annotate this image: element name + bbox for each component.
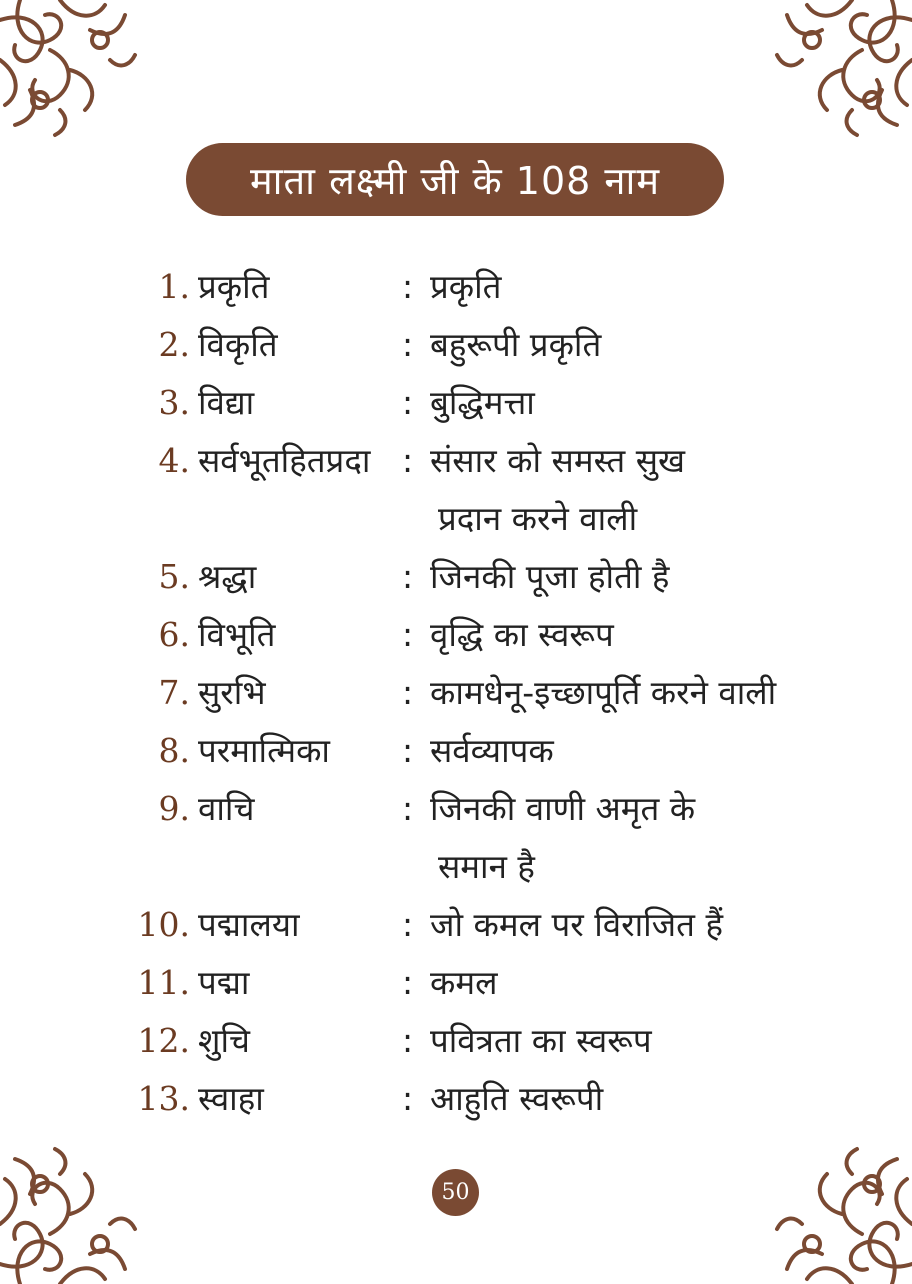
entry-meaning-continued: प्रदान करने वाली [438, 499, 638, 538]
list-item [0, 954, 912, 1012]
entry-meaning: प्रकृति [430, 267, 502, 306]
entry-name: पद्मा [198, 963, 250, 1002]
list-item [0, 1012, 912, 1070]
entry-number: 9. [158, 789, 190, 828]
corner-ornament-top-left [0, 0, 150, 150]
colon-separator: : [402, 1021, 414, 1060]
entry-number: 1. [158, 267, 190, 306]
entry-number: 4. [158, 441, 190, 480]
list-item [0, 1070, 912, 1128]
list-item [0, 664, 912, 722]
list-item [0, 722, 912, 780]
entry-meaning: जिनकी पूजा होती है [430, 557, 670, 596]
entry-name: विभूति [198, 615, 276, 654]
entry-name: प्रकृति [198, 267, 270, 306]
entry-name: सुरभि [198, 673, 266, 712]
entry-meaning: जो कमल पर विराजित हैं [430, 905, 723, 944]
entry-number: 5. [158, 557, 190, 596]
list-item [0, 896, 912, 954]
list-item [0, 780, 912, 838]
entry-name: पद्मालया [198, 905, 300, 944]
entry-name: श्रद्धा [198, 557, 257, 596]
colon-separator: : [402, 789, 414, 828]
entry-meaning: आहुति स्वरूपी [430, 1079, 604, 1118]
colon-separator: : [402, 441, 414, 480]
entry-number: 6. [158, 615, 190, 654]
corner-ornament-bottom-right [762, 1134, 912, 1284]
entry-number: 2. [158, 325, 190, 364]
entry-name: सर्वभूतहितप्रदा [198, 441, 371, 480]
entry-name: वाचि [198, 789, 255, 828]
entry-number: 13. [137, 1079, 190, 1118]
entry-name: विकृति [198, 325, 278, 364]
entry-name: शुचि [198, 1021, 250, 1060]
colon-separator: : [402, 267, 414, 306]
page-title-text: माता लक्ष्मी जी के 108 नाम [249, 158, 661, 203]
entry-meaning: सर्वव्यापक [430, 731, 554, 770]
entry-name: स्वाहा [198, 1079, 264, 1118]
colon-separator: : [402, 963, 414, 1002]
page-title [186, 143, 724, 216]
entry-meaning: वृद्धि का स्वरूप [430, 615, 614, 654]
corner-ornament-top-right [762, 0, 912, 150]
entry-number: 12. [137, 1021, 190, 1060]
colon-separator: : [402, 905, 414, 944]
colon-separator: : [402, 731, 414, 770]
entry-meaning: कमल [430, 963, 498, 1002]
entry-meaning: जिनकी वाणी अमृत के [430, 789, 696, 828]
entry-number: 7. [158, 673, 190, 712]
colon-separator: : [402, 615, 414, 654]
entry-number: 3. [158, 383, 190, 422]
page-number: 50 [441, 1180, 470, 1205]
entry-number: 10. [137, 905, 190, 944]
entry-meaning: बुद्धिमत्ता [430, 383, 535, 422]
entry-meaning-continued: समान है [438, 847, 535, 886]
list-item [0, 258, 912, 316]
page-number-badge [432, 1169, 479, 1216]
entry-meaning: संसार को समस्त सुख [430, 441, 686, 480]
list-item [0, 432, 912, 490]
entry-meaning: पवित्रता का स्वरूप [430, 1021, 652, 1060]
colon-separator: : [402, 383, 414, 422]
list-item [0, 548, 912, 606]
colon-separator: : [402, 1079, 414, 1118]
list-item [0, 316, 912, 374]
entry-name: परमात्मिका [198, 731, 330, 770]
names-list [0, 258, 912, 1128]
entry-number: 8. [158, 731, 190, 770]
entry-meaning: बहुरूपी प्रकृति [430, 325, 602, 364]
colon-separator: : [402, 325, 414, 364]
corner-ornament-bottom-left [0, 1134, 150, 1284]
list-item [0, 374, 912, 432]
colon-separator: : [402, 557, 414, 596]
entry-meaning: कामधेनू-इच्छापूर्ति करने वाली [430, 673, 777, 712]
list-item [0, 606, 912, 664]
entry-name: विद्या [198, 383, 255, 422]
entry-number: 11. [137, 963, 190, 1002]
colon-separator: : [402, 673, 414, 712]
